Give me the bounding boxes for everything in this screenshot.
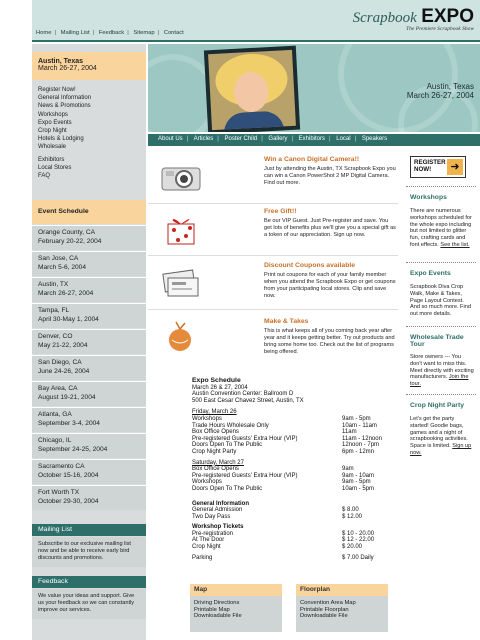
left-nav-wholesale[interactable]: Wholesale <box>38 144 67 151</box>
wholesale-tour-heading[interactable]: Wholesale Trade Tour <box>410 334 464 348</box>
schedule-item[interactable] <box>32 459 146 484</box>
left-nav <box>38 86 91 152</box>
schedule-dates: April 30-May 1, 2004 <box>38 315 99 323</box>
schedule-city: Orange County, CA <box>38 229 96 236</box>
day2-schedule <box>192 466 402 492</box>
row-value: $ 20.00 <box>342 544 363 551</box>
schedule-city: Sacramento CA <box>38 463 85 470</box>
promo-text: Just by attending the Austin, TX Scrapbook Expo you can win a Canon PowerShot 2 MP Digital Camera. Find out more. <box>264 166 396 186</box>
schedule-row <box>192 442 402 449</box>
location-dates: March 26-27, 2004 <box>38 65 97 72</box>
left-nav-general-info[interactable]: General Information <box>38 95 92 102</box>
schedule-city: Tampa, FL <box>38 307 70 314</box>
schedule-row <box>192 473 402 480</box>
expo-dates: March 26 & 27, 2004 <box>192 384 248 391</box>
row-label: Crop Night <box>192 544 221 551</box>
schedule-item[interactable] <box>32 303 146 328</box>
floorplan-download-link[interactable]: Downloadable File <box>300 613 348 620</box>
left-nav-register[interactable]: Register Now! <box>38 87 76 93</box>
printable-floorplan-link[interactable]: Printable Floorplan <box>300 606 349 613</box>
schedule-item[interactable] <box>32 355 146 380</box>
promo-text: This is what keeps all of you coming back year after year and it keeps getting better. Try out products and bring some home too. Check out the list of programs being offered. <box>264 328 395 355</box>
expo-schedule <box>192 378 402 561</box>
row-label: Two Day Pass <box>192 513 231 520</box>
floorplan-box <box>296 584 388 632</box>
schedule-dates: October 15-16, 2004 <box>38 471 99 479</box>
row-label: Pre-registered Guests' Extra Hour (VIP) <box>192 435 298 442</box>
main-nav-local[interactable]: Local <box>336 136 351 142</box>
schedule-item[interactable] <box>32 485 146 510</box>
map-box <box>190 584 282 632</box>
row-label: Box Office Opens <box>192 466 239 473</box>
row-value: 11am <box>342 429 357 436</box>
workshop-ticket-prices <box>192 531 402 551</box>
location-city: Austin, Texas <box>38 58 83 65</box>
schedule-dates: May 21-22, 2004 <box>38 341 88 349</box>
logo-script-text: Scrapbook <box>352 10 417 26</box>
left-nav-exhibitors[interactable]: Exhibitors <box>38 157 65 163</box>
schedule-city: Chicago, IL <box>38 437 72 444</box>
schedule-dates: September 24-25, 2004 <box>38 445 108 453</box>
row-value: $ 10 - 20.00 <box>342 530 375 537</box>
main-nav-about[interactable]: About Us <box>158 136 183 142</box>
expo-address: 500 East Cesar Chavez Street, Austin, TX <box>192 397 304 404</box>
left-nav-hotels[interactable]: Hotels & Lodging <box>38 136 84 143</box>
row-value: 9am <box>342 466 354 473</box>
row-value: 9am - 5pm <box>342 415 371 422</box>
schedule-city: San Diego, CA <box>38 359 82 366</box>
schedule-dates: February 20-22, 2004 <box>38 237 102 245</box>
schedule-row <box>192 429 402 436</box>
promo-text: Print out coupons for each of your family member when you attend the Scrapbook Expo or get coupons from your participating local stores. Clip and save now. <box>264 272 396 299</box>
crop-night-text <box>410 416 474 457</box>
row-value: 10am - 11am <box>342 422 377 429</box>
schedule-item[interactable] <box>32 225 146 250</box>
top-nav-contact[interactable]: Contact <box>163 30 184 36</box>
left-nav-workshops[interactable]: Workshops <box>38 111 68 118</box>
page <box>32 0 480 640</box>
schedule-row <box>192 537 402 544</box>
location-box <box>32 52 146 80</box>
workshops-link[interactable]: See the list. <box>440 241 470 248</box>
mailing-list-heading[interactable]: Mailing List <box>32 524 146 536</box>
left-nav-news[interactable]: News & Promotions <box>38 103 91 110</box>
row-value: $ 12.00 <box>342 513 363 520</box>
row-label: General Admission <box>192 507 243 514</box>
schedule-row <box>192 436 402 443</box>
map-download-link[interactable]: Downloadable File <box>194 613 242 620</box>
schedule-row <box>192 486 402 493</box>
schedule-dates: June 24-26, 2004 <box>38 367 90 375</box>
promo-title[interactable]: Make & Takes <box>264 318 309 325</box>
schedule-item[interactable] <box>32 407 146 432</box>
general-info-heading: General Information <box>192 500 250 507</box>
logo-tagline: The Premiere Scrapbook Show <box>406 26 474 32</box>
crop-night-heading[interactable]: Crop Night Party <box>410 402 465 409</box>
top-nav-sitemap[interactable]: Sitemap <box>133 30 155 36</box>
workshops-body: There are numerous workshops scheduled for the whole expo including but not limited to glitter fun, crafting cards and font effects. <box>410 208 472 248</box>
row-label: Workshops <box>192 415 222 422</box>
top-nav-home[interactable]: Home <box>36 30 52 36</box>
promo-free-gift <box>148 204 398 256</box>
schedule-row <box>192 544 402 551</box>
row-label: Doors Open To The Public <box>192 485 263 492</box>
convention-map-link[interactable]: Convention Area Map <box>300 600 356 606</box>
schedule-city: Atlanta, GA <box>38 411 72 418</box>
join-tour-link[interactable]: Join the tour. <box>410 374 469 388</box>
hero-dates: March 26-27, 2004 <box>406 91 474 100</box>
poster-child-photo <box>204 46 300 132</box>
promo-title[interactable]: Discount Coupons available <box>264 262 356 269</box>
feedback-text: We value your ideas and support. Give us your feedback so we can constantly improve our services. <box>32 589 146 619</box>
schedule-city: Austin, TX <box>38 281 69 288</box>
general-info-prices <box>192 507 402 520</box>
schedule-city: Fort Worth TX <box>38 489 80 496</box>
row-label: Workshops <box>192 479 222 486</box>
row-label: Doors Open To The Public <box>192 442 263 449</box>
floorplan-box-title: Floorplan <box>296 584 388 596</box>
row-label: Box Office Opens <box>192 429 239 436</box>
row-label: Pre-registered Guests' Extra Hour (VIP) <box>192 472 298 479</box>
schedule-dates: September 3-4, 2004 <box>38 419 100 427</box>
main-nav-gallery[interactable]: Gallery <box>268 136 288 142</box>
expo-venue: Austin Convention Center: Ballroom D <box>192 391 294 398</box>
schedule-row <box>192 507 402 514</box>
child-shirt-shape <box>223 110 284 130</box>
parking-row <box>192 555 402 562</box>
register-now-label: REGISTER NOW! <box>414 159 446 173</box>
promo-make-takes <box>148 314 398 366</box>
day1-heading: Friday, March 26 <box>192 409 237 416</box>
workshop-tickets-heading: Workshop Tickets <box>192 524 244 531</box>
main-nav: About Us | Articles | Poster Child | Gallery | Exhibitors | Local | Speakers <box>148 134 480 146</box>
crop-night-signup-link[interactable]: Sign up now. <box>410 443 472 456</box>
row-label: Crop Night Party <box>192 448 237 455</box>
register-now-button[interactable] <box>410 156 466 178</box>
day2-heading: Saturday, March 27 <box>192 459 244 466</box>
top-nav-mailing-list[interactable]: Mailing List <box>60 30 90 36</box>
schedule-item[interactable] <box>32 251 146 276</box>
schedule-row <box>192 423 402 430</box>
schedule-dates: October 29-30, 2004 <box>38 497 99 505</box>
schedule-row <box>192 449 402 456</box>
divider <box>406 186 476 187</box>
promo-coupons <box>148 258 398 310</box>
schedule-item[interactable] <box>32 277 146 302</box>
parking-label: Parking <box>192 554 213 561</box>
workshops-text <box>410 208 474 249</box>
left-nav-local-stores[interactable]: Local Stores <box>38 165 72 172</box>
left-nav-faq[interactable]: FAQ <box>38 173 51 180</box>
expo-events-text: Scrapbook Diva Crop Walk, Make & Takes, Page Layout Contest. And so much more. Find out more details. <box>410 284 471 318</box>
divider <box>406 262 476 263</box>
main-nav-poster-child[interactable]: Poster Child <box>224 136 258 142</box>
schedule-dates: March 26-27, 2004 <box>38 289 94 297</box>
printable-map-link[interactable]: Printable Map <box>194 606 230 613</box>
promo-title[interactable]: Win a Canon Digital Camera!! <box>264 156 360 163</box>
mailing-list-text: Subscribe to our exclusive mailing list now and be able to receive early bird discounts and promotions. <box>32 537 146 567</box>
schedule-row <box>192 466 402 473</box>
expo-schedule-title: Expo Schedule <box>192 377 241 384</box>
wholesale-tour-text <box>410 354 474 388</box>
promo-title[interactable]: Free Gift!! <box>264 208 297 215</box>
map-box-title: Map <box>190 584 282 596</box>
schedule-row <box>192 514 402 521</box>
promo-text: Be our VIP Guest. Just Pre-register and save. You get lots of benefits plus we'll give you a special gift as a token of our appreciation. Sign up now. <box>264 218 396 238</box>
hero-event-info <box>407 82 474 100</box>
row-value: $ 8.00 <box>342 507 359 514</box>
header-bar <box>32 0 480 42</box>
left-nav-crop-night[interactable]: Crop Night <box>38 128 67 135</box>
divider <box>406 394 476 395</box>
workshops-heading[interactable]: Workshops <box>410 194 447 201</box>
left-nav-expo-events[interactable]: Expo Events <box>38 119 72 126</box>
crop-night-body: Let's get the party started! Goodie bags, games and a night of scrapbooking activities. Space is limited. <box>410 416 468 450</box>
row-label: Pre-registration <box>192 530 234 537</box>
schedule-item[interactable] <box>32 381 146 406</box>
schedule-city: San Jose, CA <box>38 255 79 262</box>
top-nav-feedback[interactable]: Feedback <box>98 30 125 36</box>
hero-banner <box>148 44 480 132</box>
schedule-city: Bay Area, CA <box>38 385 78 392</box>
row-value: 9am - 5pm <box>342 479 371 486</box>
top-nav: Home | Mailing List | Feedback | Sitemap | Contact <box>36 30 184 36</box>
row-value: 12noon - 7pm <box>342 442 380 449</box>
schedule-dates: August 19-21, 2004 <box>38 393 96 401</box>
gift-box-icon <box>158 210 204 248</box>
digital-camera-icon <box>158 158 204 196</box>
logo-expo-text: EXPO <box>421 6 474 27</box>
coupons-icon <box>158 264 204 302</box>
promo-camera <box>148 152 398 204</box>
schedule-dates: March 5-6, 2004 <box>38 263 87 271</box>
row-label: At The Door <box>192 537 225 544</box>
main-nav-speakers[interactable]: Speakers <box>361 136 388 142</box>
row-value: 11am - 12noon <box>342 435 382 442</box>
row-value: 6pm - 12mn <box>342 448 375 455</box>
ornament-icon <box>158 320 204 358</box>
day1-schedule <box>192 416 402 456</box>
hero-city: Austin, Texas <box>426 82 474 91</box>
row-label: Trade Hours Wholesale Only <box>192 422 269 429</box>
arrow-right-icon: ➜ <box>447 159 463 175</box>
row-value: 9am - 10am <box>342 472 375 479</box>
left-nav-secondary <box>38 156 71 181</box>
schedule-row <box>192 416 402 423</box>
expo-events-heading[interactable]: Expo Events <box>410 270 451 277</box>
wholesale-tour-body: Store owners --- You don't want to miss this. Meet directly with exciting manufacturers. <box>410 354 474 381</box>
schedule-row <box>192 531 402 538</box>
event-schedule-heading: Event Schedule <box>32 200 146 224</box>
main-nav-articles[interactable]: Articles <box>193 136 214 142</box>
row-value: $ 12 - 22.00 <box>342 537 375 544</box>
driving-directions-link[interactable]: Driving Directions <box>194 600 240 606</box>
main-nav-exhibitors[interactable]: Exhibitors <box>298 136 326 142</box>
row-value: 10am - 5pm <box>342 485 375 492</box>
feedback-heading[interactable]: Feedback <box>32 576 146 588</box>
schedule-row <box>192 479 402 486</box>
site-logo[interactable] <box>353 6 474 32</box>
parking-price: $ 7.00 Daily <box>342 554 374 561</box>
schedule-item[interactable] <box>32 433 146 458</box>
divider <box>406 326 476 327</box>
schedule-item[interactable] <box>32 329 146 354</box>
schedule-city: Denver, CO <box>38 333 73 340</box>
